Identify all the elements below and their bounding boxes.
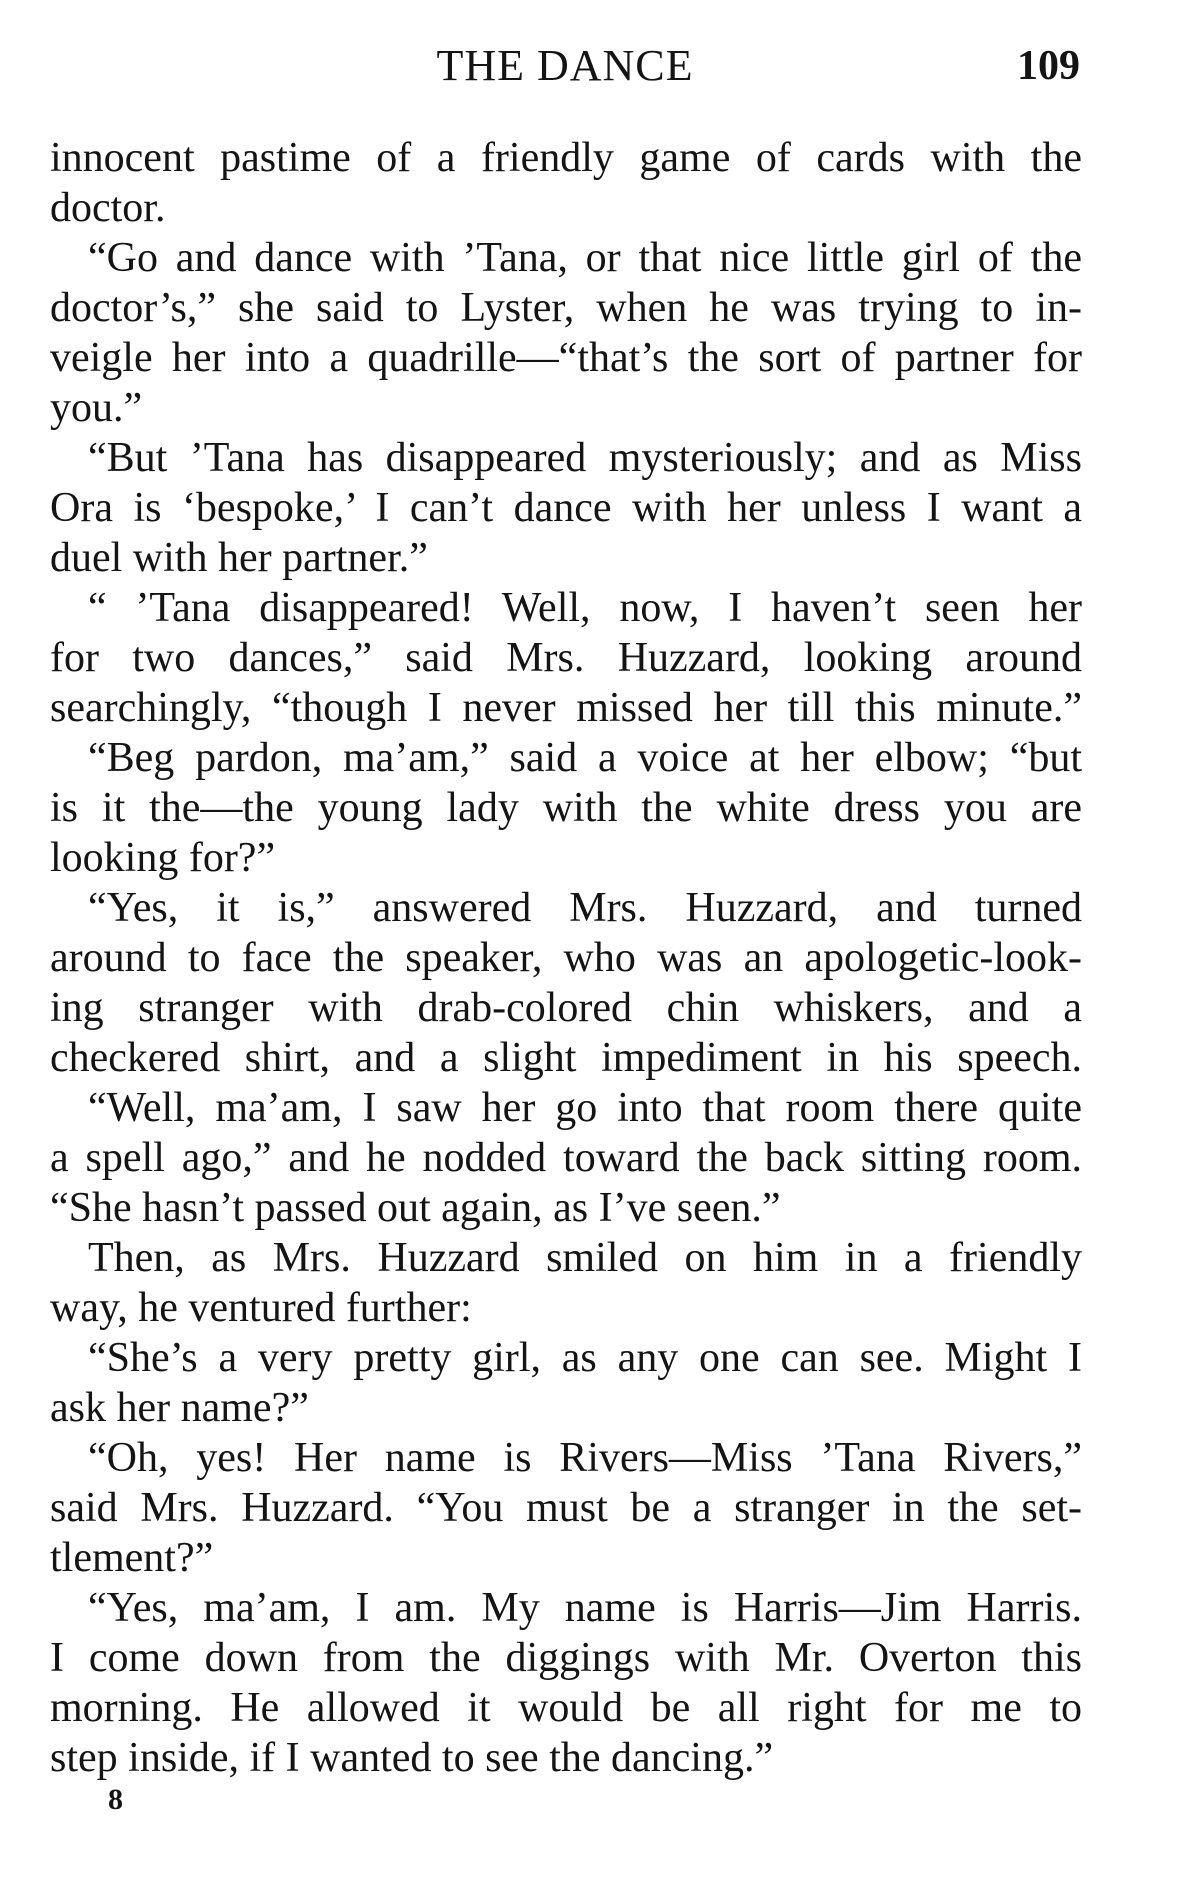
text-line: step inside, if I wanted to see the dancing.”	[50, 1735, 774, 1781]
text-line: doctor’s,” she said to Lyster, when he was trying to in-	[50, 285, 1082, 331]
text-line: veigle her into a quadrille—“that’s the sort of partner for	[50, 335, 1082, 381]
text-line: looking for?”	[50, 835, 276, 881]
text-line: around to face the speaker, who was an apologetic-look-	[50, 935, 1082, 981]
text-line: checkered shirt, and a slight impediment in his speech.	[50, 1035, 1082, 1081]
text-line: is it the—the young lady with the white dress you are	[50, 785, 1082, 831]
running-head	[50, 38, 1080, 94]
text-line: searchingly, “though I never missed her till this minute.”	[50, 685, 1082, 731]
text-line: I come down from the diggings with Mr. Overton this	[50, 1635, 1082, 1681]
running-title: THE DANCE	[436, 41, 694, 90]
text-line: ing stranger with drab-colored chin whiskers, and a	[50, 985, 1082, 1031]
text-line: ask her name?”	[50, 1385, 309, 1431]
text-line: doctor.	[50, 185, 166, 231]
text-line: “Go and dance with ’Tana, or that nice little girl of the	[88, 235, 1082, 281]
signature-mark: 8	[108, 1783, 123, 1816]
text-line: “She hasn’t passed out again, as I’ve seen.”	[50, 1185, 781, 1231]
text-line: Then, as Mrs. Huzzard smiled on him in a friendly	[88, 1235, 1082, 1281]
text-line: for two dances,” said Mrs. Huzzard, looking around	[50, 635, 1082, 681]
text-line: “Well, ma’am, I saw her go into that room there quite	[88, 1085, 1082, 1131]
text-line: said Mrs. Huzzard. “You must be a stranger in the set-	[50, 1485, 1082, 1531]
text-line: innocent pastime of a friendly game of cards with the	[50, 135, 1082, 181]
text-line: “Beg pardon, ma’am,” said a voice at her elbow; “but	[88, 735, 1082, 781]
page-number: 109	[1017, 43, 1080, 89]
text-line: way, he ventured further:	[50, 1285, 472, 1331]
text-line: morning. He allowed it would be all right for me to	[50, 1685, 1082, 1731]
text-line: “Yes, ma’am, I am. My name is Harris—Jim Harris.	[88, 1585, 1082, 1631]
text-line: a spell ago,” and he nodded toward the back sitting room.	[50, 1135, 1082, 1181]
text-line: Ora is ‘bespoke,’ I can’t dance with her unless I want a	[50, 485, 1082, 531]
text-line: tlement?”	[50, 1535, 214, 1581]
text-line: “She’s a very pretty girl, as any one can see. Might I	[88, 1335, 1082, 1381]
text-line: “ ’Tana disappeared! Well, now, I haven’t seen her	[88, 585, 1082, 631]
text-line: “Oh, yes! Her name is Rivers—Miss ’Tana Rivers,”	[88, 1435, 1082, 1481]
text-line: duel with her partner.”	[50, 535, 428, 581]
text-line: “Yes, it is,” answered Mrs. Huzzard, and turned	[88, 885, 1082, 931]
text-line: you.”	[50, 385, 143, 431]
body-text	[50, 133, 1082, 1783]
text-line: “But ’Tana has disappeared mysteriously; and as Miss	[88, 435, 1082, 481]
